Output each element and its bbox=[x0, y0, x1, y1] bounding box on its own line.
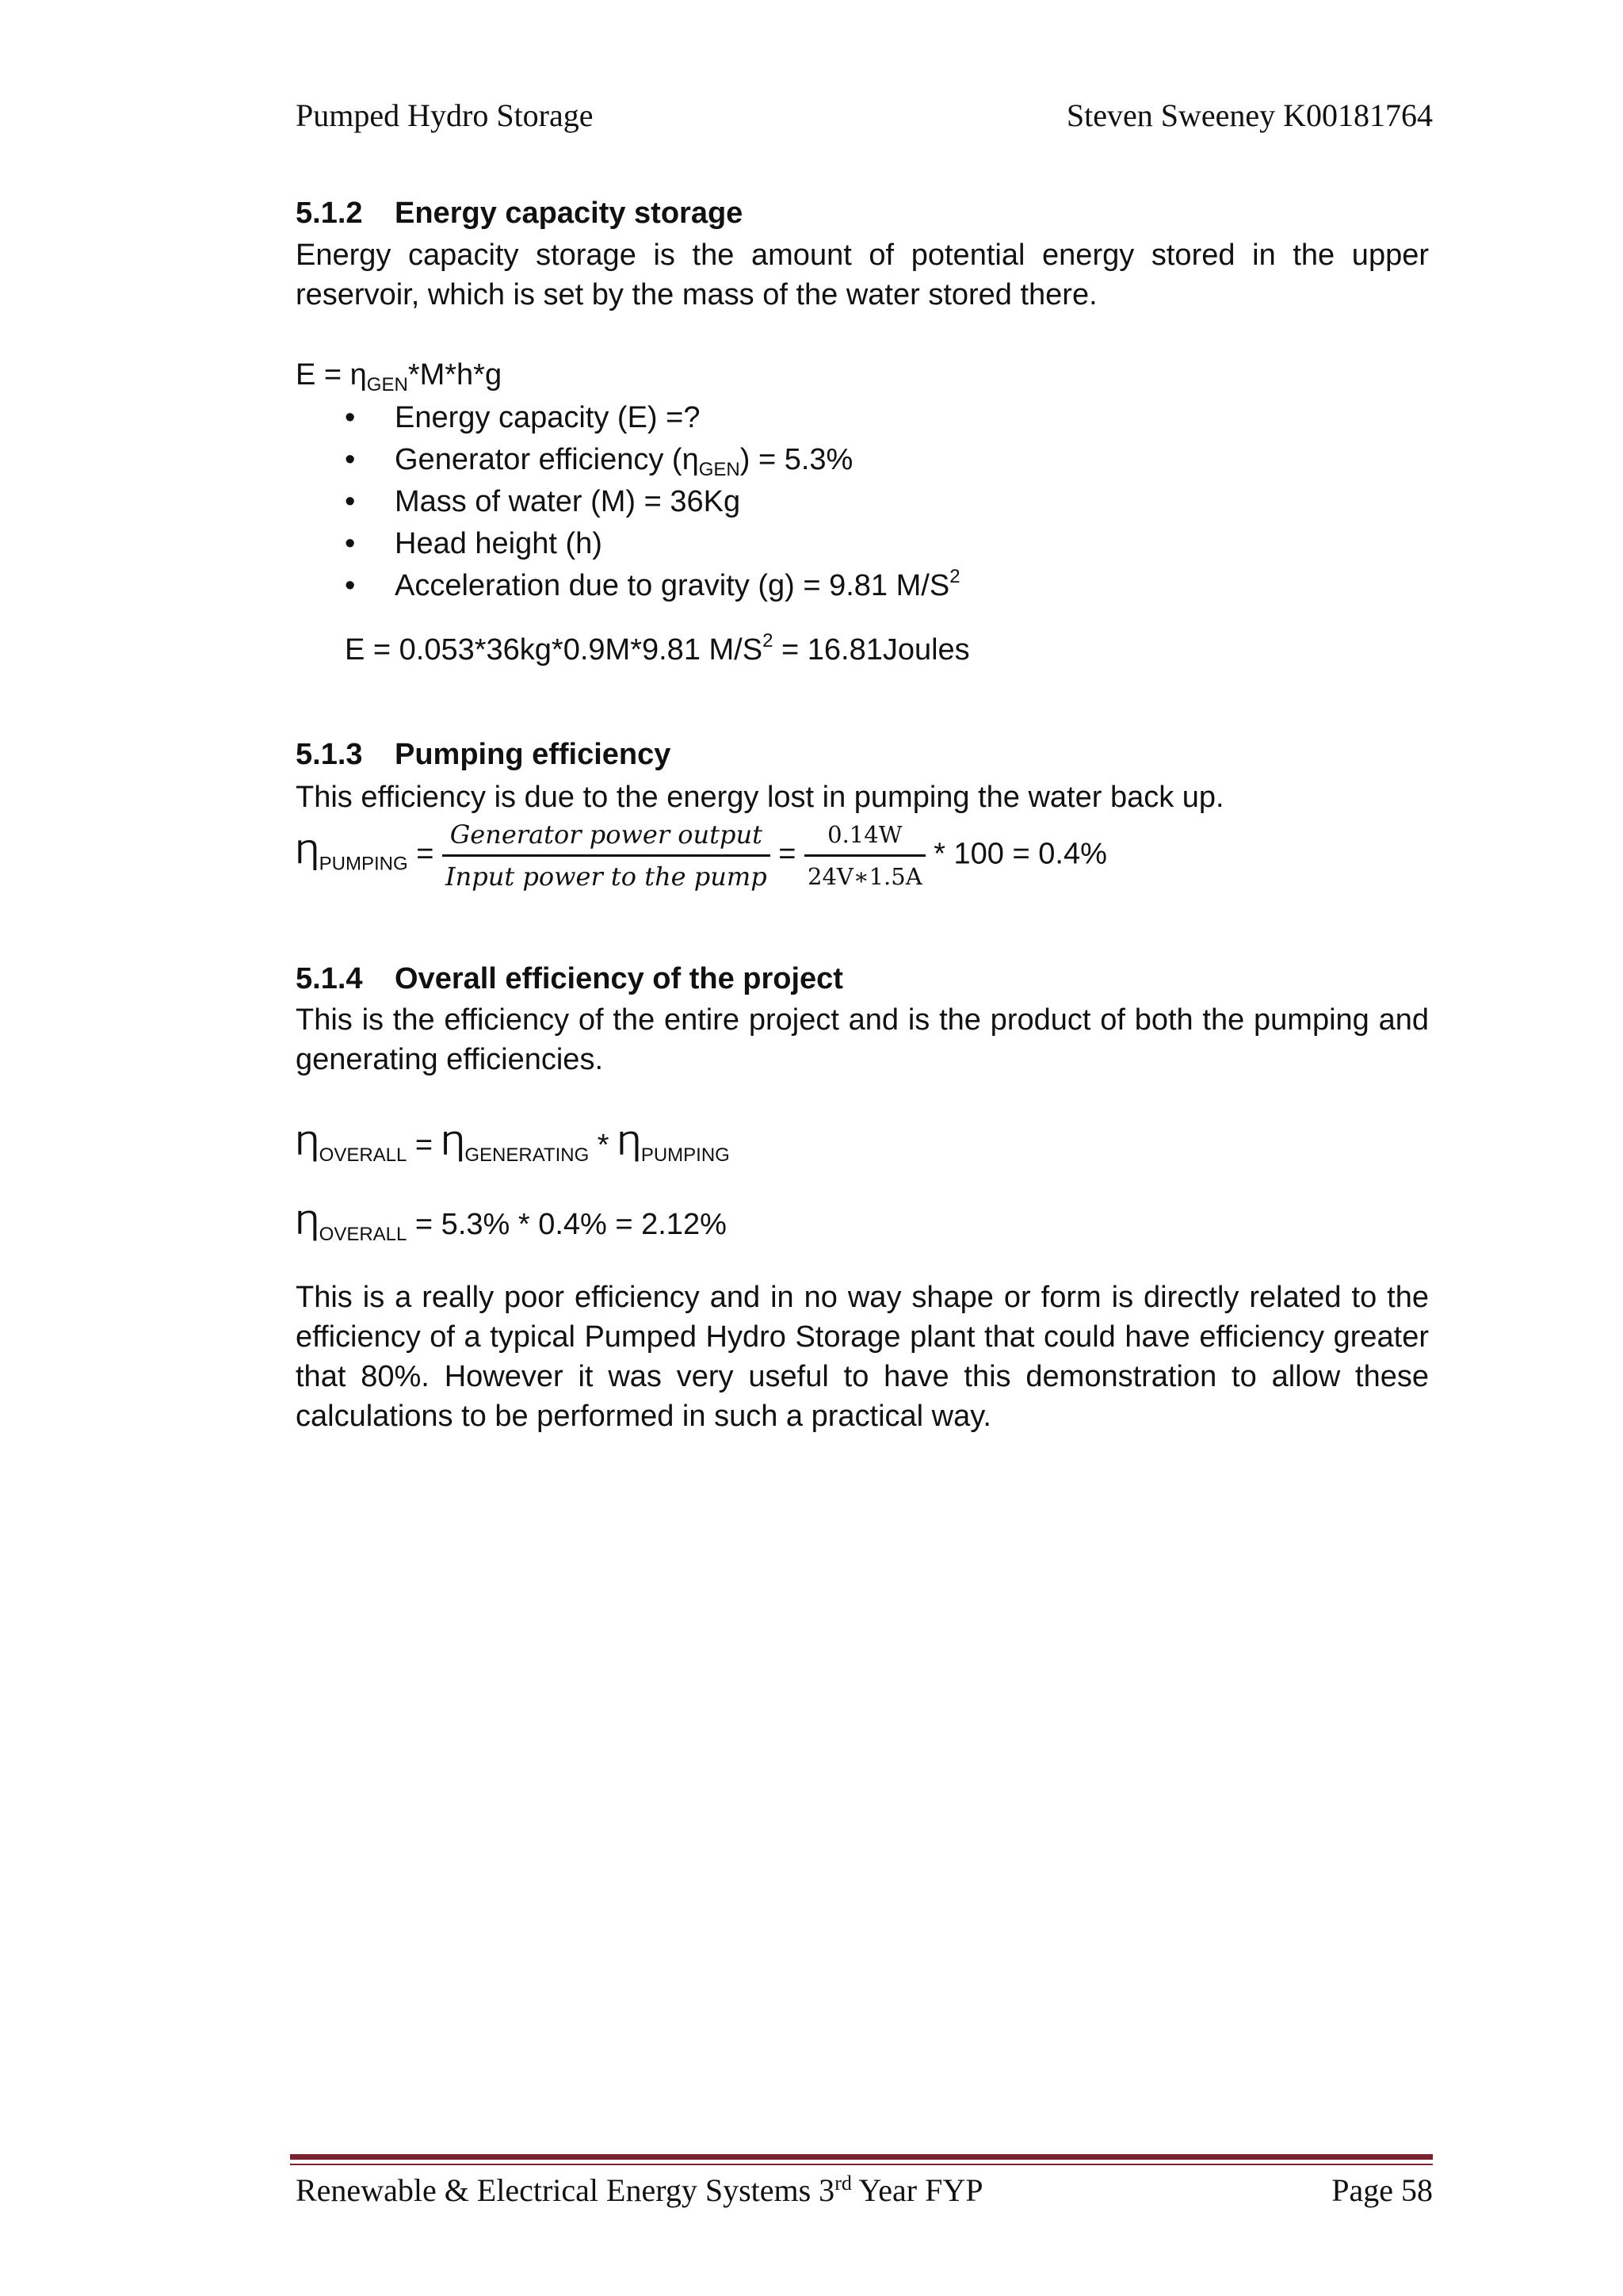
paragraph-overall-efficiency: This is the efficiency of the entire project and is the product of both the pumping and generating efficiencies. bbox=[296, 1003, 1429, 1076]
footer-rule-thin bbox=[290, 2164, 1433, 2165]
list-item: • Acceleration due to gravity (g) = 9.81 $M/S^2$ bbox=[345, 566, 960, 602]
list-item: • Mass of water (M) = 36Kg bbox=[345, 485, 741, 518]
running-header-author: Steven Sweeney K00181764 bbox=[1066, 97, 1433, 133]
section-heading-5-1-3 bbox=[296, 736, 670, 773]
variable-list bbox=[296, 398, 1429, 608]
formula-pumping-efficiency: $Ƞ_{PUMPING}$ = $\frac{\text{Generator power output}}{\text{Input power to the pump}}$ = $\frac{0.14W}{24V∗1.5A}$ * 100 = 0.4% bbox=[296, 815, 1429, 896]
list-item: • Head height (h) bbox=[345, 527, 602, 560]
section-number: 5.1.4 bbox=[296, 962, 363, 995]
calculation-energy: E = 0.053*36kg*0.9M*9.81 $M/S^2$ = 16.81Joules bbox=[345, 630, 970, 667]
paragraph-pumping-efficiency: This efficiency is due to the energy lost in pumping the water back up. bbox=[296, 781, 1224, 814]
section-title: Pumping efficiency bbox=[395, 738, 671, 771]
section-title: Overall efficiency of the project bbox=[395, 962, 843, 995]
section-number: 5.1.3 bbox=[296, 738, 363, 771]
section-heading-5-1-2 bbox=[296, 195, 743, 231]
section-heading-5-1-4 bbox=[296, 961, 843, 997]
formula-overall-efficiency: $Ƞ_{OVERALL}$ = $Ƞ_{GENERATING}$ * $Ƞ_{PUMPING}$ bbox=[296, 1125, 730, 1166]
footer-rule bbox=[290, 2154, 1433, 2160]
section-number: 5.1.2 bbox=[296, 197, 363, 230]
list-item: • Energy capacity (E) =? bbox=[345, 401, 701, 434]
paragraph-energy-capacity: Energy capacity storage is the amount of potential energy stored in the upper reservoir, which is set by the mass of the water stored there. bbox=[296, 239, 1429, 311]
formula-energy: $E = \eta_{GEN}*M*h*g$ bbox=[296, 358, 502, 395]
list-item: • Generator efficiency $(\eta_{GEN}) = 5.3\%$ bbox=[345, 443, 854, 480]
fraction-power-ratio: $\frac{\text{Generator power output}}{\text{Input power to the pump}}$ bbox=[442, 815, 770, 896]
calculation-overall-efficiency: $Ƞ_{OVERALL} = 5.3\% * 0.4\% = 2.12\%$ bbox=[296, 1204, 727, 1245]
section-title: Energy capacity storage bbox=[395, 197, 743, 230]
page-number: Page 58 bbox=[1331, 2172, 1433, 2208]
running-header-title: Pumped Hydro Storage bbox=[296, 97, 594, 133]
footer-course: Renewable & Electrical Energy Systems 3rd Year FYP bbox=[296, 2172, 983, 2208]
fraction-values: $\frac{0.14W}{24V∗1.5A}$ bbox=[804, 815, 926, 896]
paragraph-conclusion: This is a really poor efficiency and in no way shape or form is directly related to the efficiency of a typical Pumped Hydro Storage plant that could have efficiency greater that 80%. However it was very useful to have this demonstration to allow these calculations to be performed in such a practical way. bbox=[296, 1281, 1429, 1433]
